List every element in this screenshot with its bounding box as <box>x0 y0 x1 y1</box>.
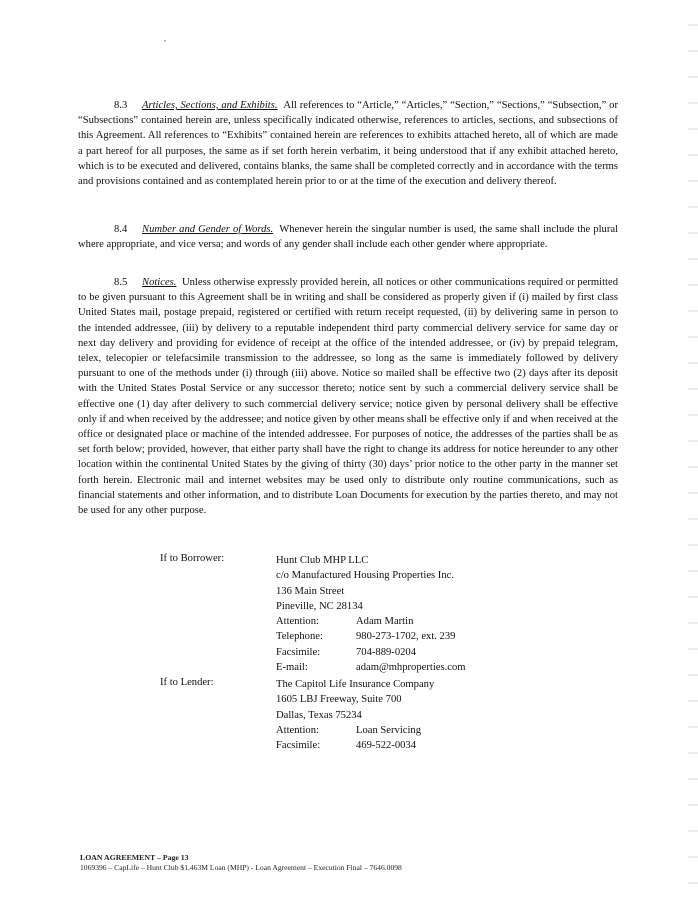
contact-row <box>276 645 465 660</box>
contact-value: 469-522-0034 <box>356 740 417 752</box>
address-line: The Capitol Life Insurance Company <box>276 679 435 690</box>
contact-row <box>276 660 465 675</box>
contact-value: adam@mhproperties.com <box>356 662 466 674</box>
section-body: Whenever herein the singular number is used, the same shall include the plural where appropriate, and vice versa; and words of any gender shall include each other gender where appropriate. <box>78 224 619 251</box>
section-number: 8.4 <box>114 224 128 235</box>
lender-address <box>276 677 434 753</box>
contact-key: Attention: <box>276 616 319 628</box>
footer-title: LOAN AGREEMENT – Page 13 <box>80 853 189 862</box>
contact-value: Adam Martin <box>356 616 414 628</box>
contact-key: Attention: <box>276 724 319 736</box>
section-body: Unless otherwise expressly provided herein, all notices or other communications required or permitted to be given pursuant to this Agreement shall be in writing and shall be considered as properly given if (i) mailed by first class United States mail, postage prepaid, registered or certified with return receipt requested, (ii) by delivering same in person to the intended addressee, (iii) by delivery to a reputable independent third party commercial delivery service for same day or next day delivery and providing for evidence of receipt at the office of the intended addressee, or (iv) by prepaid telegram, telex, telecopier or telefacsimile transmission to the addressee, so long as the same is immediately followed by delivery pursuant to one of the methods under (i) through (iii) above. Notice so mailed shall be effective two (2) days after its deposit with the United States Postal Service or any successor thereto; notice sent by such a commercial delivery service shall be effective one (1) day after delivery to such commercial delivery service; notice given by personal delivery shall be effective only if and when received by the addressee; and notice given by other means shall be effective only if and when received at the office or designated place or machine of the intended addressee. For purposes of notice, the addresses of the parties shall be as set forth below; provided, however, that either party shall have the right to change its address for notice hereunder to any other location within the continental United States by the giving of thirty (30) days’ prior notice to the other party in the manner set forth herein. Electronic mail and internet websites may be used only to distribute only routine communications, such as financial statements and other information, and to distribute Loan Documents for execution by the parties thereto, and may not be used for any other purpose. <box>78 277 618 517</box>
section-8-4 <box>78 222 618 252</box>
address-line: Pineville, NC 28134 <box>276 600 363 612</box>
section-number: 8.3 <box>114 100 128 111</box>
contact-key: Facsimile: <box>276 646 321 658</box>
scan-edge-artifact <box>688 0 698 900</box>
address-line: 1605 LBJ Freeway, Suite 700 <box>276 694 402 706</box>
contact-key: E-mail: <box>276 662 308 674</box>
contact-key: Facsimile: <box>276 740 321 752</box>
contact-row <box>276 723 434 738</box>
section-heading: Articles, Sections, and Exhibits. <box>142 100 278 111</box>
section-8-5 <box>78 275 618 518</box>
contact-value: 980-273-1702, ext. 239 <box>356 631 456 643</box>
borrower-address <box>276 553 465 675</box>
contact-key: Telephone: <box>276 631 323 643</box>
address-line: 136 Main Street <box>276 585 345 597</box>
section-body: All references to “Article,” “Articles,” “Section,” “Sections,” “Subsection,” or “Subsections” contained herein are, unless specifically indicated otherwise, references to articles, sections, and subsections of this Agreement. All references to “Exhibits” contained herein are references to exhibits attached hereto, all of which are made a part hereof for all purposes, the same as if set forth herein verbatim, it being understood that if any exhibit attached hereto, which is to be executed and delivered, contains blanks, the same shall be completed correctly and in accordance with the terms and provisions contained and as contemplated herein prior to or at the time of the execution and delivery thereof. <box>78 100 618 188</box>
lender-label: If to Lender: <box>160 677 214 688</box>
address-line: Dallas, Texas 75234 <box>276 709 362 721</box>
contact-row <box>276 614 465 629</box>
address-line: Hunt Club MHP LLC <box>276 555 369 566</box>
scan-speck <box>164 40 166 42</box>
borrower-label: If to Borrower: <box>160 553 225 564</box>
footer-docref: 1069396 – CapLife – Hunt Club $1.463M Loan (MHP) - Loan Agreement – Execution Final – 7646.0098 <box>80 863 402 872</box>
contact-value: Loan Servicing <box>356 724 422 736</box>
section-number: 8.5 <box>114 277 128 288</box>
page-footer <box>80 853 402 873</box>
address-line: c/o Manufactured Housing Properties Inc. <box>276 570 454 582</box>
contact-row <box>276 738 434 753</box>
contact-row <box>276 629 465 644</box>
section-8-3 <box>78 98 618 189</box>
contact-value: 704-889-0204 <box>356 646 417 658</box>
section-heading: Number and Gender of Words. <box>142 224 274 235</box>
section-heading: Notices. <box>142 277 177 288</box>
